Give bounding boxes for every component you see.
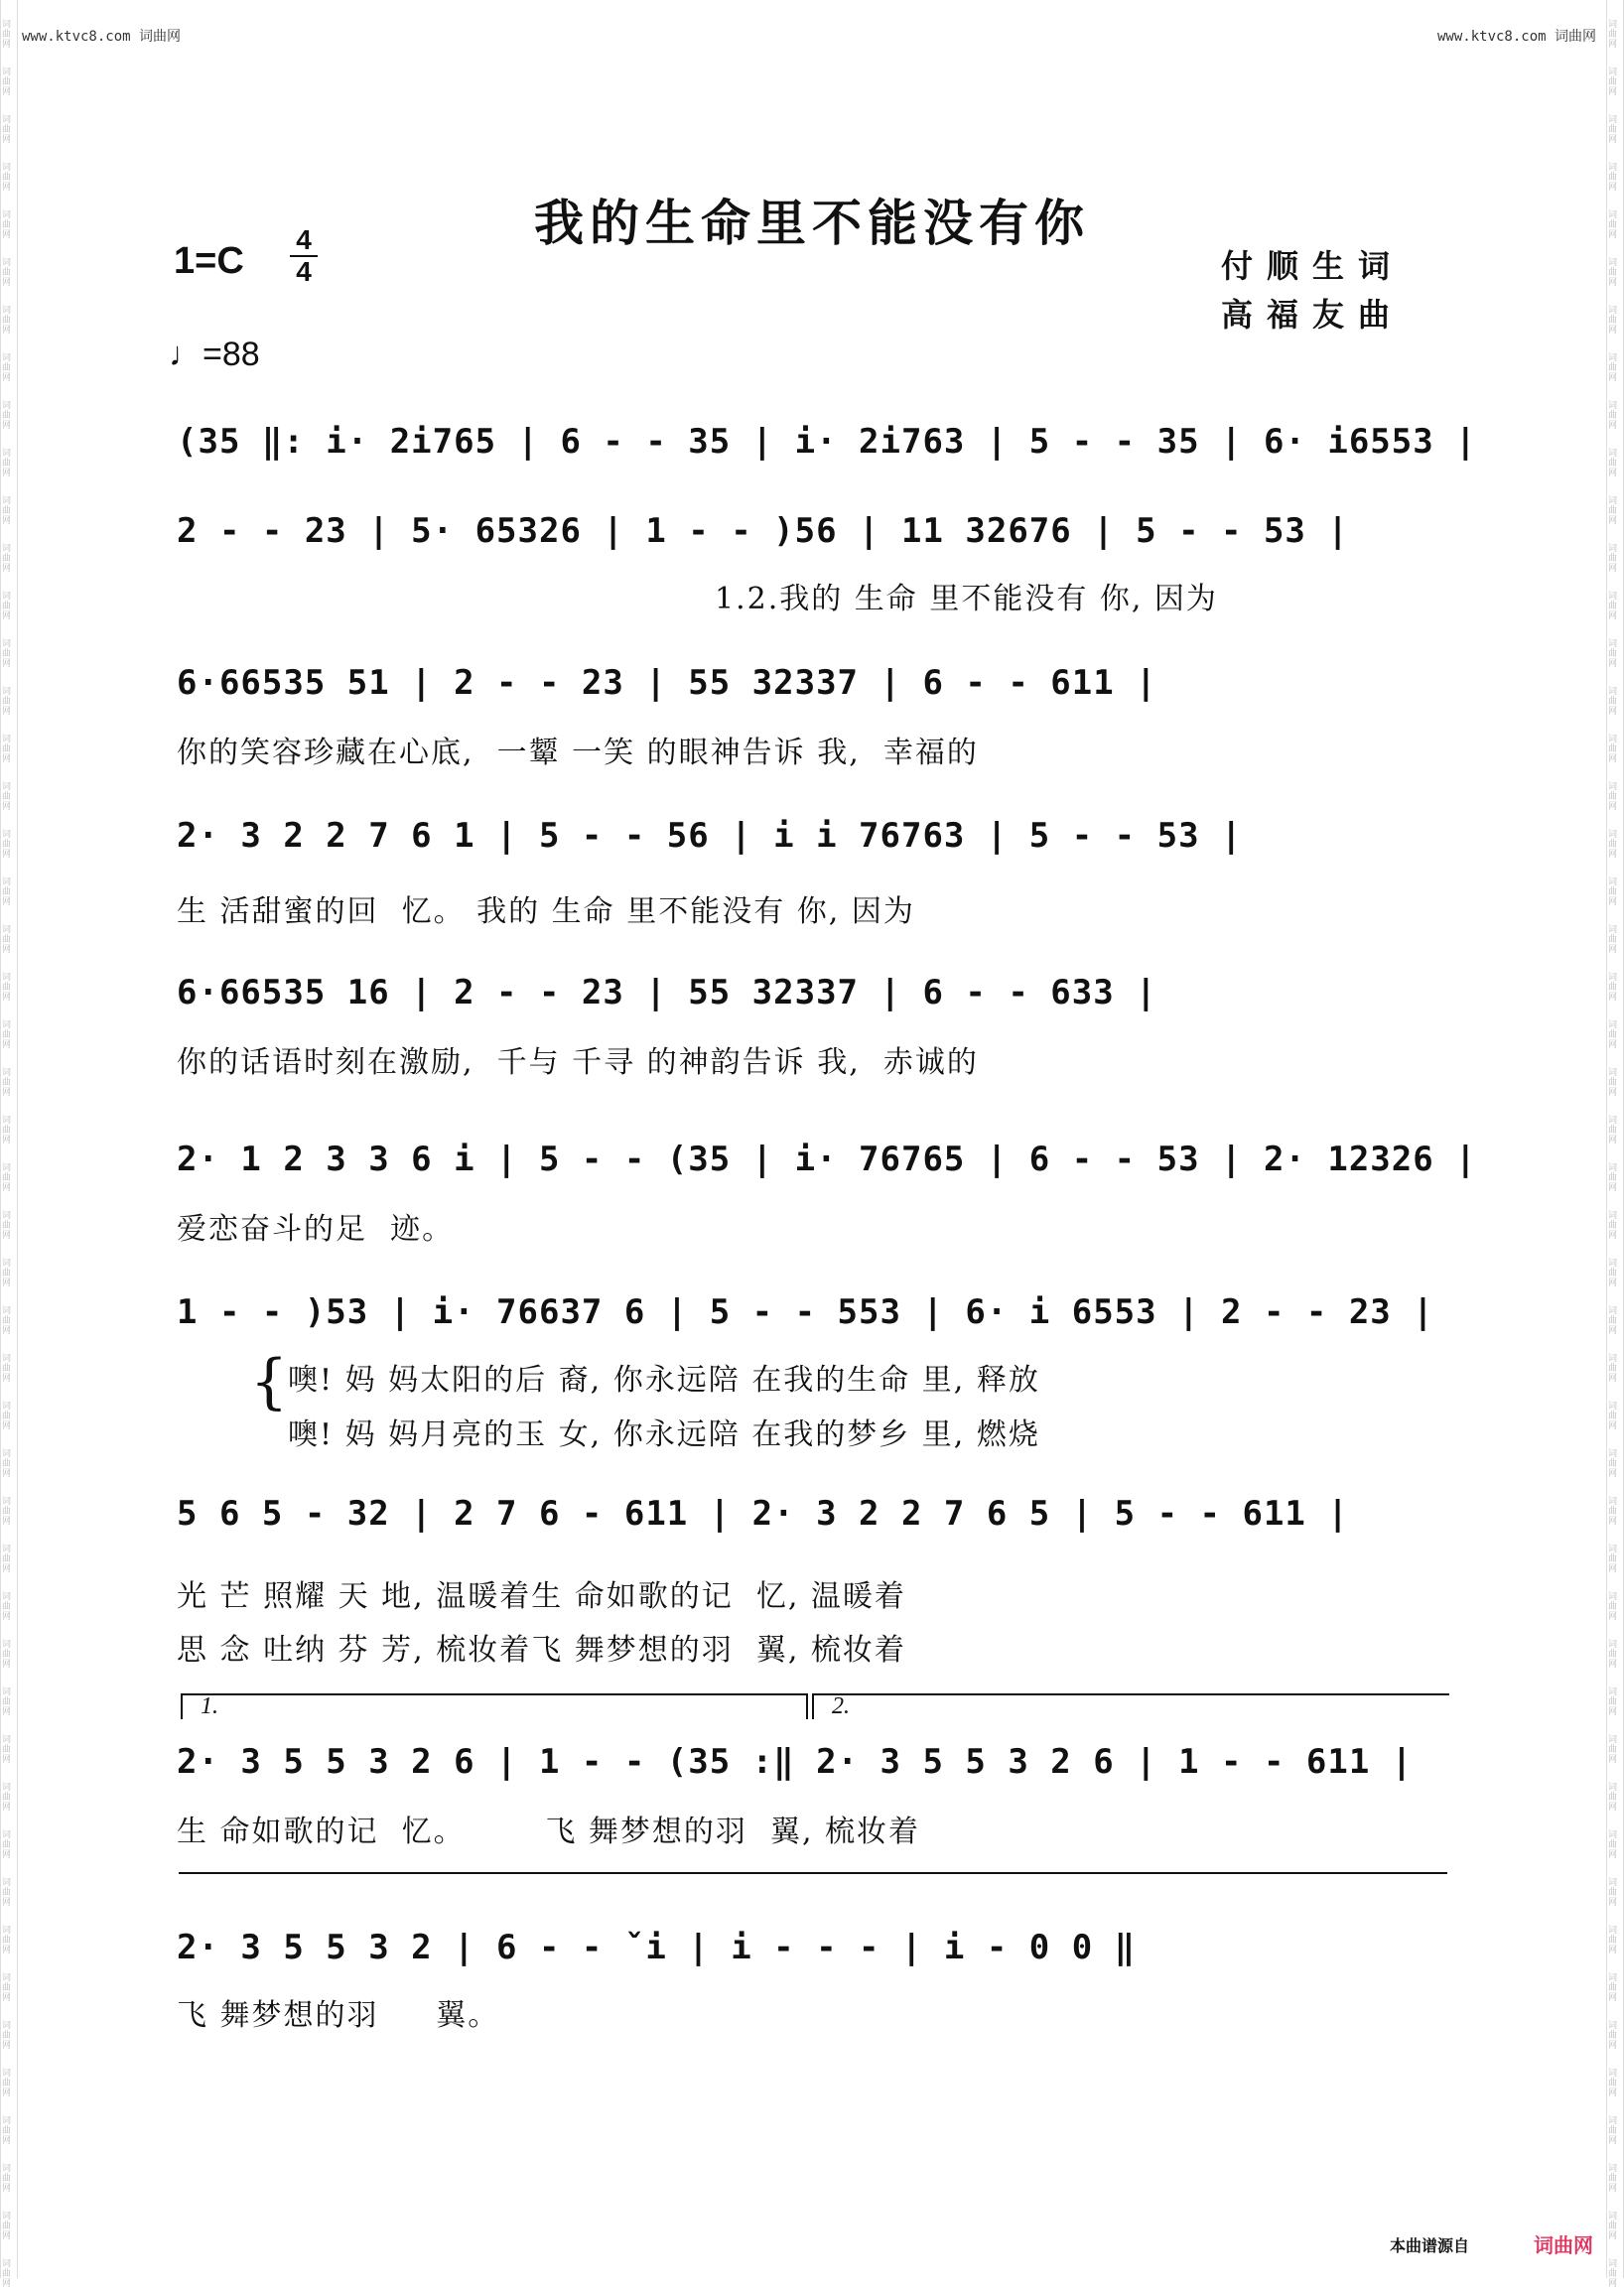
- lyric-row-7-verse-2: 噢! 妈 妈月亮的玉 女, 你永远陪 在我的梦乡 里, 燃烧: [288, 1417, 1040, 1452]
- lyric-row-9: 生 命如歌的记 忆。 飞 舞梦想的羽 翼, 梳妆着: [177, 1815, 921, 1849]
- tempo-marking: ♩=88: [169, 336, 260, 373]
- margin-watermark-text: 词曲网: [1608, 1354, 1618, 1384]
- margin-watermark-text: 词曲网: [1608, 592, 1618, 621]
- margin-watermark-text: 词曲网: [2, 782, 12, 812]
- music-row-5: 6·66535 16 | 2 - - 23 | 55 32337 | 6 - - 633 |: [177, 973, 1157, 1012]
- margin-watermark-text: 词曲网: [1608, 2069, 1618, 2098]
- margin-watermark-text: 词曲网: [1608, 2212, 1618, 2241]
- margin-watermark-text: 词曲网: [2, 877, 12, 907]
- margin-watermark-text: 词曲网: [1608, 67, 1618, 97]
- margin-watermark-text: 词曲网: [1608, 353, 1618, 383]
- margin-watermark-text: 词曲网: [1608, 163, 1618, 193]
- margin-watermark-text: 词曲网: [1608, 1878, 1618, 1908]
- margin-watermark-text: 词曲网: [1608, 306, 1618, 336]
- margin-watermark-text: 词曲网: [1608, 1306, 1618, 1336]
- margin-watermark-text: 词曲网: [1608, 1211, 1618, 1241]
- margin-watermark-text: 词曲网: [1608, 258, 1618, 288]
- margin-watermark-text: 词曲网: [1608, 1926, 1618, 1955]
- margin-watermark-text: 词曲网: [2, 353, 12, 383]
- site-watermark-left: www.ktvc8.com 词曲网: [22, 29, 182, 45]
- margin-watermark-text: 词曲网: [1608, 1449, 1618, 1479]
- song-title: 我的生命里不能没有你: [534, 194, 1090, 252]
- margin-watermark-text: 词曲网: [1608, 2164, 1618, 2194]
- margin-watermark-text: 词曲网: [2, 1068, 12, 1098]
- margin-watermark-text: 词曲网: [2, 1640, 12, 1670]
- margin-watermark-text: 词曲网: [2, 1402, 12, 1431]
- time-signature-top: 4: [296, 224, 312, 255]
- final-section-line: [179, 1872, 1447, 1874]
- music-row-1: (35 ‖: i· 2i765 | 6 - - 35 | i· 2i763 | 5 - - 35 | 6· i6553 |: [177, 422, 1477, 462]
- margin-watermark-text: 词曲网: [1608, 20, 1618, 50]
- margin-watermark-text: 词曲网: [2, 115, 12, 145]
- margin-watermark-text: 词曲网: [2, 20, 12, 50]
- margin-watermark-text: 词曲网: [1608, 830, 1618, 860]
- margin-watermark-text: 词曲网: [1608, 973, 1618, 1003]
- margin-watermark-text: 词曲网: [1608, 1830, 1618, 1860]
- lyric-row-2: 1.2.我的 生命 里不能没有 你, 因为: [715, 582, 1218, 616]
- margin-watermark-text: 词曲网: [1608, 1545, 1618, 1574]
- margin-watermark-text: 词曲网: [2, 1545, 12, 1574]
- margin-watermark-text: 词曲网: [2, 1926, 12, 1955]
- margin-watermark-text: 词曲网: [2, 1306, 12, 1336]
- margin-watermark-text: 词曲网: [1608, 1735, 1618, 1765]
- lyric-row-6: 爱恋奋斗的足 迹。: [177, 1212, 455, 1247]
- left-margin-watermark: [0, 0, 18, 2289]
- margin-watermark-text: 词曲网: [2, 401, 12, 431]
- margin-watermark-text: 词曲网: [2, 1354, 12, 1384]
- margin-watermark-text: 词曲网: [1608, 1640, 1618, 1670]
- verse-brace: {: [250, 1347, 289, 1416]
- margin-watermark-text: 词曲网: [1608, 544, 1618, 574]
- music-row-2: 2 - - 23 | 5· 65326 | 1 - - )56 | 11 32676 | 5 - - 53 |: [177, 511, 1349, 551]
- margin-watermark-text: 词曲网: [1608, 1402, 1618, 1431]
- margin-watermark-text: 词曲网: [1608, 925, 1618, 955]
- margin-watermark-text: 词曲网: [2, 2212, 12, 2241]
- margin-watermark-text: 词曲网: [2, 2069, 12, 2098]
- margin-watermark-text: 词曲网: [2, 2259, 12, 2289]
- margin-watermark-text: 词曲网: [2, 1116, 12, 1145]
- lyric-row-8-verse-1: 光 芒 照耀 天 地, 温暖着生 命如歌的记 忆, 温暖着: [177, 1579, 906, 1614]
- time-signature: [290, 226, 318, 286]
- footer-brand-logo: 词曲网: [1534, 2233, 1593, 2257]
- margin-watermark-text: 词曲网: [2, 1878, 12, 1908]
- lyric-row-10: 飞 舞梦想的羽 翼。: [177, 1998, 500, 2033]
- margin-watermark-text: 词曲网: [1608, 496, 1618, 526]
- margin-watermark-text: 词曲网: [2, 496, 12, 526]
- margin-watermark-text: 词曲网: [2, 258, 12, 288]
- key-signature: 1=C: [174, 240, 244, 282]
- margin-watermark-text: 词曲网: [1608, 449, 1618, 478]
- margin-watermark-text: 词曲网: [2, 1163, 12, 1193]
- margin-watermark-text: 词曲网: [2, 1973, 12, 2003]
- first-ending-label: 1.: [201, 1693, 218, 1719]
- margin-watermark-text: 词曲网: [1608, 877, 1618, 907]
- second-ending-bracket: [812, 1693, 1449, 1719]
- margin-watermark-text: 词曲网: [1608, 1497, 1618, 1527]
- margin-watermark-text: 词曲网: [1608, 782, 1618, 812]
- margin-watermark-text: 词曲网: [1608, 2021, 1618, 2051]
- margin-watermark-text: 词曲网: [2, 735, 12, 764]
- margin-watermark-text: 词曲网: [2, 544, 12, 574]
- margin-watermark-text: 词曲网: [2, 1497, 12, 1527]
- margin-watermark-text: 词曲网: [2, 1687, 12, 1717]
- margin-watermark-text: 词曲网: [1608, 735, 1618, 764]
- margin-watermark-text: 词曲网: [1608, 210, 1618, 240]
- music-row-6: 2· 1 2 3 3 6 i | 5 - - (35 | i· 76765 | 6 - - 53 | 2· 12326 |: [177, 1140, 1477, 1179]
- margin-watermark-text: 词曲网: [2, 2164, 12, 2194]
- lyric-row-5: 你的话语时刻在激励, 千与 千寻 的神韵告诉 我, 赤诚的: [177, 1045, 979, 1080]
- margin-watermark-text: 词曲网: [2, 1783, 12, 1813]
- site-watermark-right: www.ktvc8.com 词曲网: [1437, 29, 1597, 45]
- margin-watermark-text: 词曲网: [2, 639, 12, 669]
- time-signature-bottom: 4: [296, 256, 312, 287]
- margin-watermark-text: 词曲网: [2, 2116, 12, 2146]
- margin-watermark-text: 词曲网: [2, 1449, 12, 1479]
- margin-watermark-text: 词曲网: [1608, 1687, 1618, 1717]
- margin-watermark-text: 词曲网: [1608, 1068, 1618, 1098]
- margin-watermark-text: 词曲网: [1608, 115, 1618, 145]
- right-margin-watermark: [1606, 0, 1624, 2289]
- music-row-7: 1 - - )53 | i· 76637 6 | 5 - - 553 | 6· i 6553 | 2 - - 23 |: [177, 1292, 1434, 1332]
- lyric-row-3: 你的笑容珍藏在心底, 一颦 一笑 的眼神告诉 我, 幸福的: [177, 736, 979, 770]
- margin-watermark-text: 词曲网: [2, 687, 12, 717]
- lyric-row-4: 生 活甜蜜的回 忆。 我的 生命 里不能没有 你, 因为: [177, 894, 915, 929]
- margin-watermark-text: 词曲网: [1608, 1592, 1618, 1622]
- margin-watermark-text: 词曲网: [2, 1830, 12, 1860]
- margin-watermark-text: 词曲网: [1608, 1973, 1618, 2003]
- margin-watermark-text: 词曲网: [2, 210, 12, 240]
- music-row-8: 5 6 5 - 32 | 2 7 6 - 611 | 2· 3 2 2 7 6 5 | 5 - - 611 |: [177, 1494, 1349, 1534]
- margin-watermark-text: 词曲网: [1608, 1020, 1618, 1050]
- margin-watermark-text: 词曲网: [1608, 1116, 1618, 1145]
- margin-watermark-text: 词曲网: [2, 1020, 12, 1050]
- footer-source-label: 本曲谱源自: [1390, 2236, 1470, 2255]
- composer-credit: 高福友曲: [1221, 296, 1405, 334]
- lyric-row-8-verse-2: 思 念 吐纳 芬 芳, 梳妆着飞 舞梦想的羽 翼, 梳妆着: [177, 1633, 906, 1668]
- margin-watermark-text: 词曲网: [2, 925, 12, 955]
- margin-watermark-text: 词曲网: [2, 67, 12, 97]
- margin-watermark-text: 词曲网: [2, 1735, 12, 1765]
- music-row-10: 2· 3 5 5 3 2 | 6 - - ˇi | i - - - | i - 0 0 ‖: [177, 1928, 1137, 1967]
- margin-watermark-text: 词曲网: [2, 306, 12, 336]
- margin-watermark-text: 词曲网: [2, 449, 12, 478]
- lyric-row-7-verse-1: 噢! 妈 妈太阳的后 裔, 你永远陪 在我的生命 里, 释放: [288, 1363, 1040, 1398]
- margin-watermark-text: 词曲网: [1608, 2259, 1618, 2289]
- margin-watermark-text: 词曲网: [2, 163, 12, 193]
- music-row-4: 2· 3 2 2 7 6 1 | 5 - - 56 | i i 76763 | 5 - - 53 |: [177, 816, 1243, 856]
- margin-watermark-text: 词曲网: [2, 1211, 12, 1241]
- margin-watermark-text: 词曲网: [2, 973, 12, 1003]
- music-row-3: 6·66535 51 | 2 - - 23 | 55 32337 | 6 - - 611 |: [177, 663, 1157, 703]
- margin-watermark-text: 词曲网: [1608, 401, 1618, 431]
- margin-watermark-text: 词曲网: [1608, 2116, 1618, 2146]
- margin-watermark-text: 词曲网: [2, 592, 12, 621]
- second-ending-label: 2.: [832, 1693, 850, 1719]
- margin-watermark-text: 词曲网: [2, 1592, 12, 1622]
- music-row-9: 2· 3 5 5 3 2 6 | 1 - - (35 :‖ 2· 3 5 5 3 2 6 | 1 - - 611 |: [177, 1742, 1414, 1782]
- margin-watermark-text: 词曲网: [2, 1259, 12, 1288]
- margin-watermark-text: 词曲网: [2, 830, 12, 860]
- margin-watermark-text: 词曲网: [1608, 1259, 1618, 1288]
- margin-watermark-text: 词曲网: [1608, 1163, 1618, 1193]
- margin-watermark-text: 词曲网: [1608, 687, 1618, 717]
- lyricist-credit: 付顺生词: [1221, 247, 1405, 285]
- margin-watermark-text: 词曲网: [2, 2021, 12, 2051]
- margin-watermark-text: 词曲网: [1608, 1783, 1618, 1813]
- margin-watermark-text: 词曲网: [1608, 639, 1618, 669]
- first-ending-bracket: [181, 1693, 808, 1719]
